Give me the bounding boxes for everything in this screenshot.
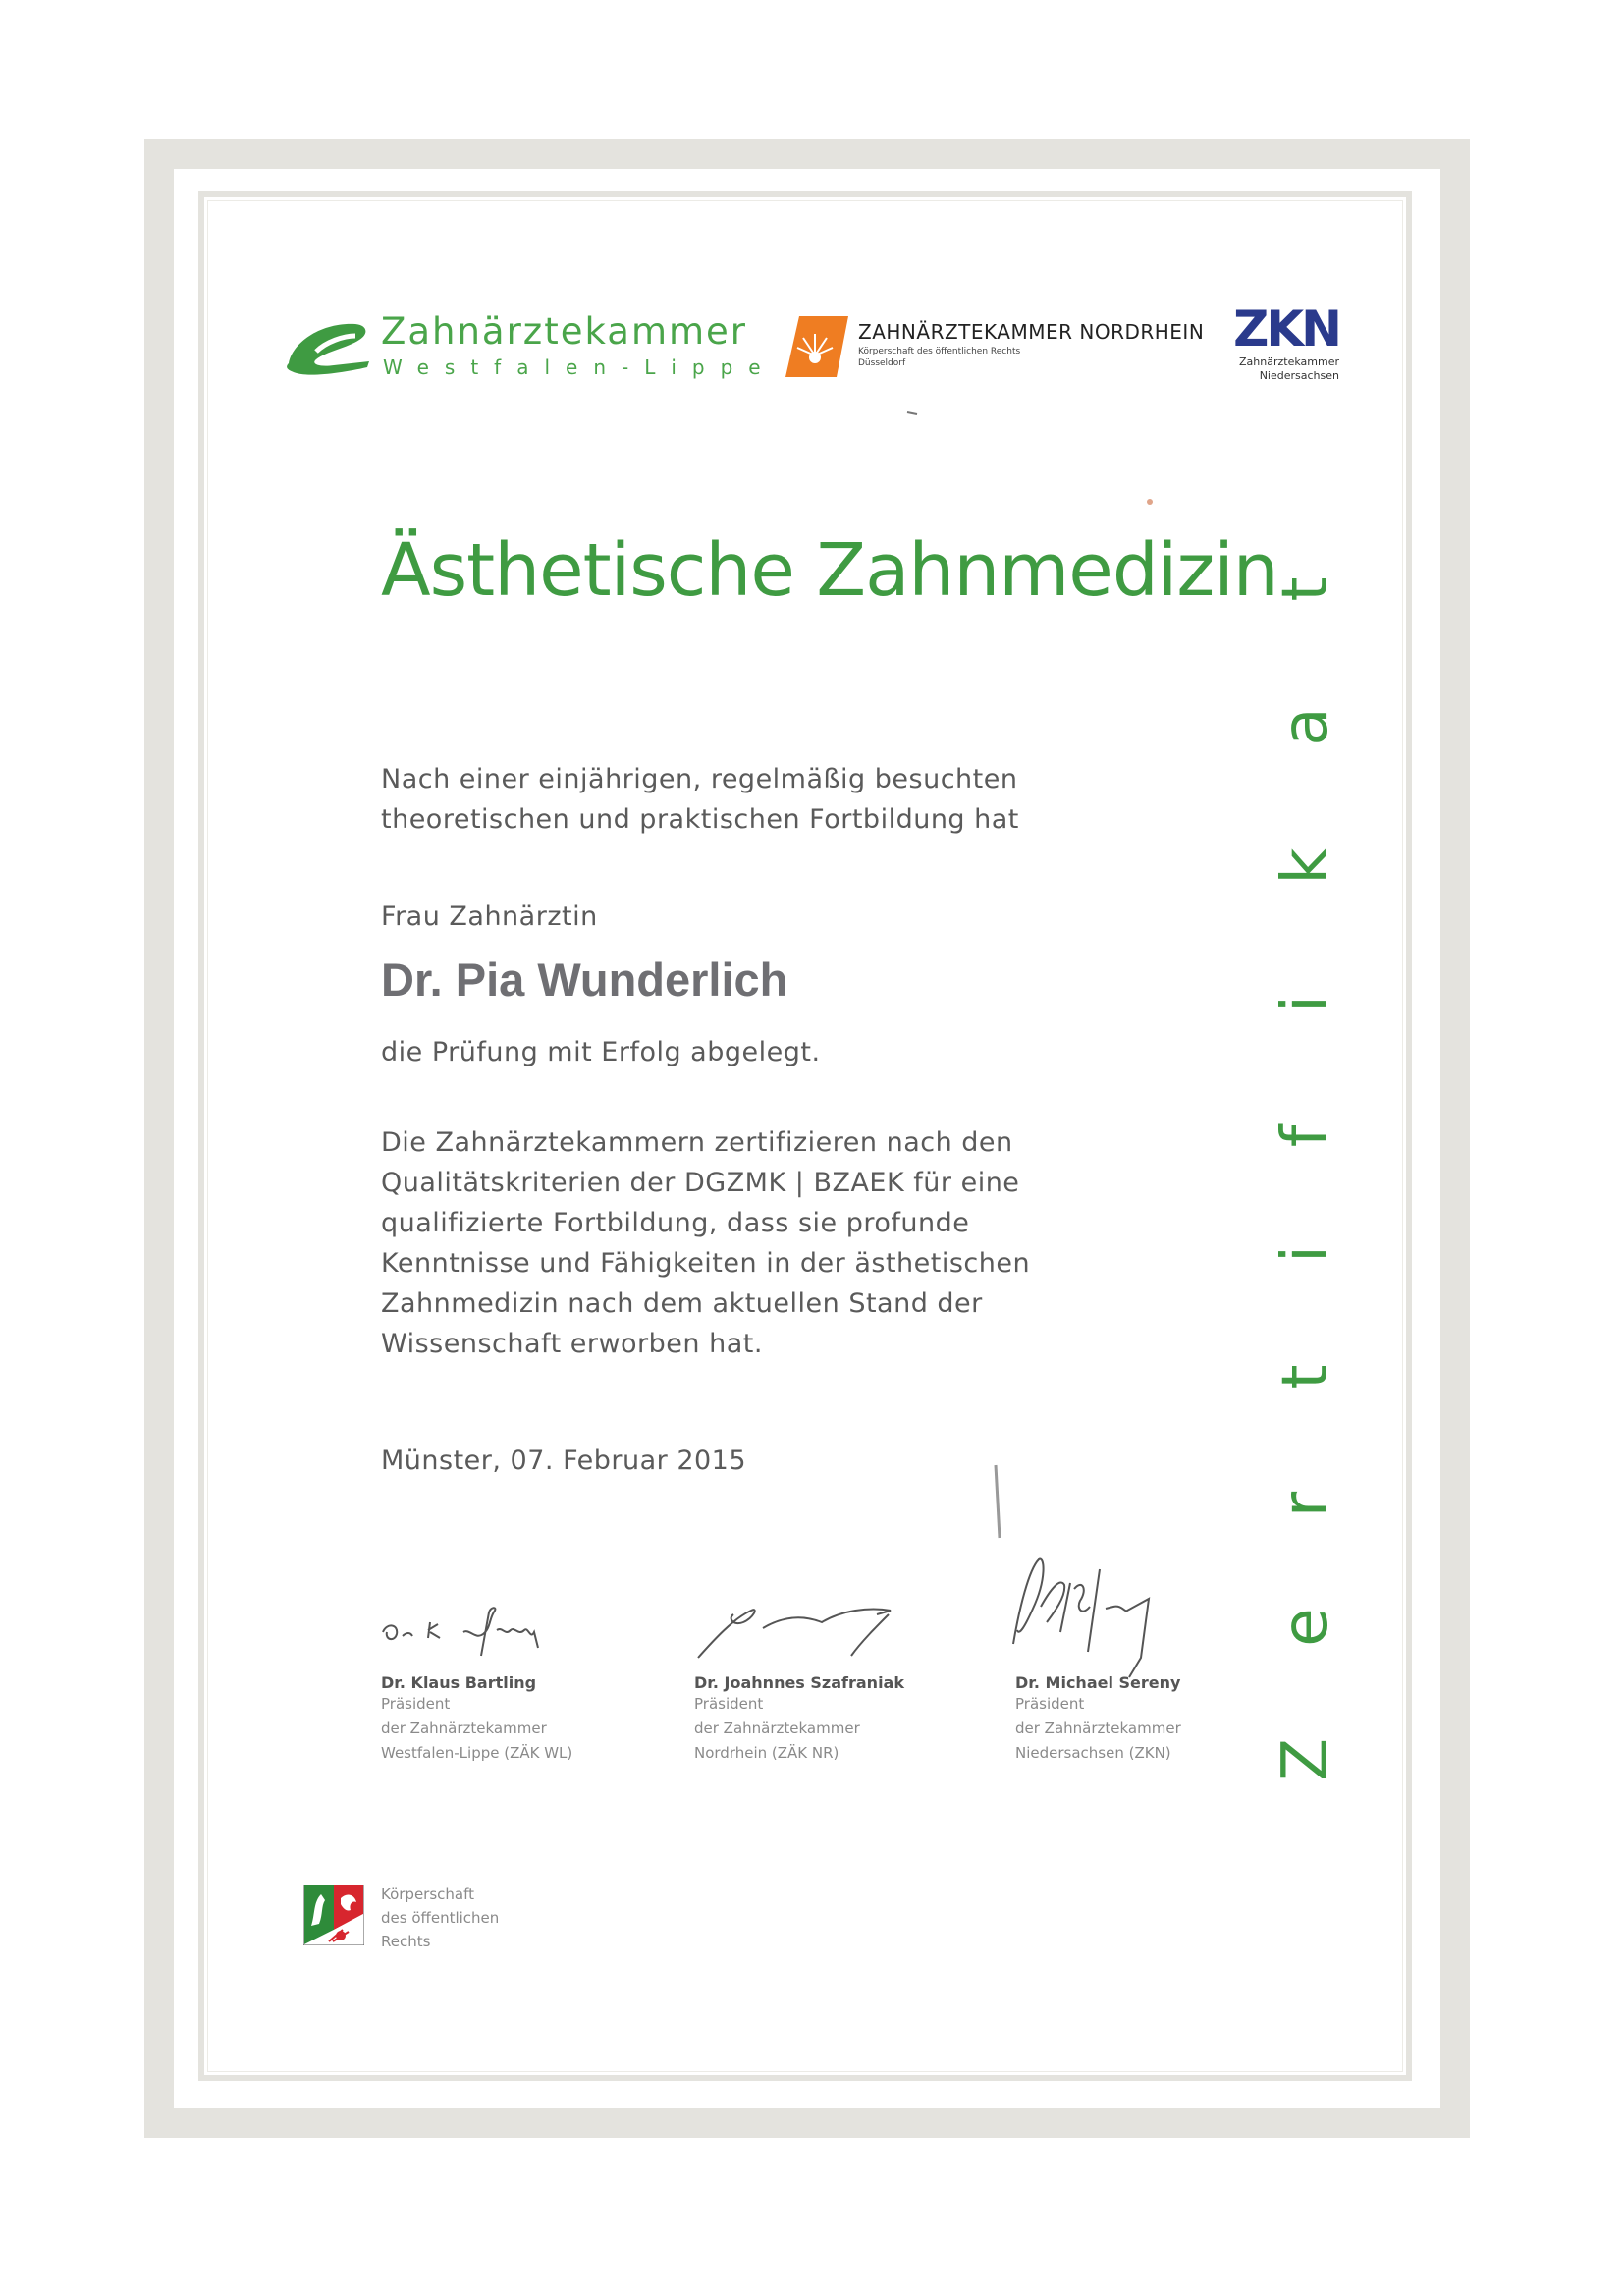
statement-line-5: Zahnmedizin nach dem aktuellen Stand der <box>381 1288 983 1319</box>
signatory-name: Dr. Klaus Bartling <box>381 1673 537 1692</box>
signatory-role: Präsident <box>1015 1695 1085 1713</box>
statement-line-6: Wissenschaft erworben hat. <box>381 1329 763 1359</box>
footer-line: des öffentlichen <box>381 1909 500 1927</box>
logo-nr-city: Düsseldorf <box>858 358 906 368</box>
statement-line-4: Kenntnisse und Fähigkeiten in der ästhetischen <box>381 1248 1031 1279</box>
signatory-name: Dr. Joahnnes Szafraniak <box>694 1673 904 1692</box>
logo-zkn-mark: ZKN <box>1233 301 1339 357</box>
signatory-org-region: Westfalen-Lippe (ZÄK WL) <box>381 1744 573 1762</box>
vertical-letter: e <box>1270 1608 1342 1647</box>
salutation: Frau Zahnärztin <box>381 902 598 932</box>
intro-line-2: theoretischen und praktischen Fortbildung hat <box>381 804 1019 835</box>
vertical-letter: a <box>1270 707 1342 746</box>
signatory-org-region: Niedersachsen (ZKN) <box>1015 1744 1171 1762</box>
signatory-role: Präsident <box>381 1695 451 1713</box>
signatory-org-region: Nordrhein (ZÄK NR) <box>694 1744 839 1762</box>
signatory-name: Dr. Michael Sereny <box>1015 1673 1181 1692</box>
statement-line-3: qualifizierte Fortbildung, dass sie profunde <box>381 1208 970 1238</box>
logo-wl-subtitle: Westfalen-Lippe <box>383 355 777 379</box>
place-date: Münster, 07. Februar 2015 <box>381 1446 747 1476</box>
vertical-letter: i <box>1270 995 1342 1012</box>
footer-line: Körperschaft <box>381 1885 475 1903</box>
certificate-title: Ästhetische Zahnmedizin <box>381 528 1278 613</box>
footer-line: Rechts <box>381 1933 431 1950</box>
vertical-letter: t <box>1270 1364 1342 1390</box>
statement-line-2: Qualitätskriterien der DGZMK | BZAEK für eine <box>381 1168 1020 1198</box>
intro-line-1: Nach einer einjährigen, regelmäßig besuchten <box>381 764 1018 794</box>
vertical-letter: Z <box>1270 1738 1342 1781</box>
statement-line-1: Die Zahnärztekammern zertifizieren nach den <box>381 1127 1013 1158</box>
vertical-letter: k <box>1270 847 1342 885</box>
vertical-letter: r <box>1270 1491 1342 1518</box>
result-line: die Prüfung mit Erfolg abgelegt. <box>381 1037 821 1067</box>
logo-zkn-region: Niedersachsen <box>1259 369 1339 382</box>
logo-zkn-subtitle: Zahnärztekammer <box>1239 355 1339 368</box>
signatory-org: der Zahnärztekammer <box>694 1720 860 1737</box>
logo-nr-subtitle: Körperschaft des öffentlichen Rechts <box>858 347 1021 356</box>
vertical-letter: f <box>1270 1124 1342 1148</box>
signatory-role: Präsident <box>694 1695 764 1713</box>
vertical-letter: t <box>1270 576 1342 602</box>
signatory-org: der Zahnärztekammer <box>381 1720 547 1737</box>
logo-wl-name: Zahnärztekammer <box>381 310 748 353</box>
signatory-org: der Zahnärztekammer <box>1015 1720 1181 1737</box>
vertical-letter: i <box>1270 1245 1342 1263</box>
recipient-name: Dr. Pia Wunderlich <box>381 954 788 1006</box>
logo-nr-name: ZAHNÄRZTEKAMMER NORDRHEIN <box>858 320 1205 344</box>
